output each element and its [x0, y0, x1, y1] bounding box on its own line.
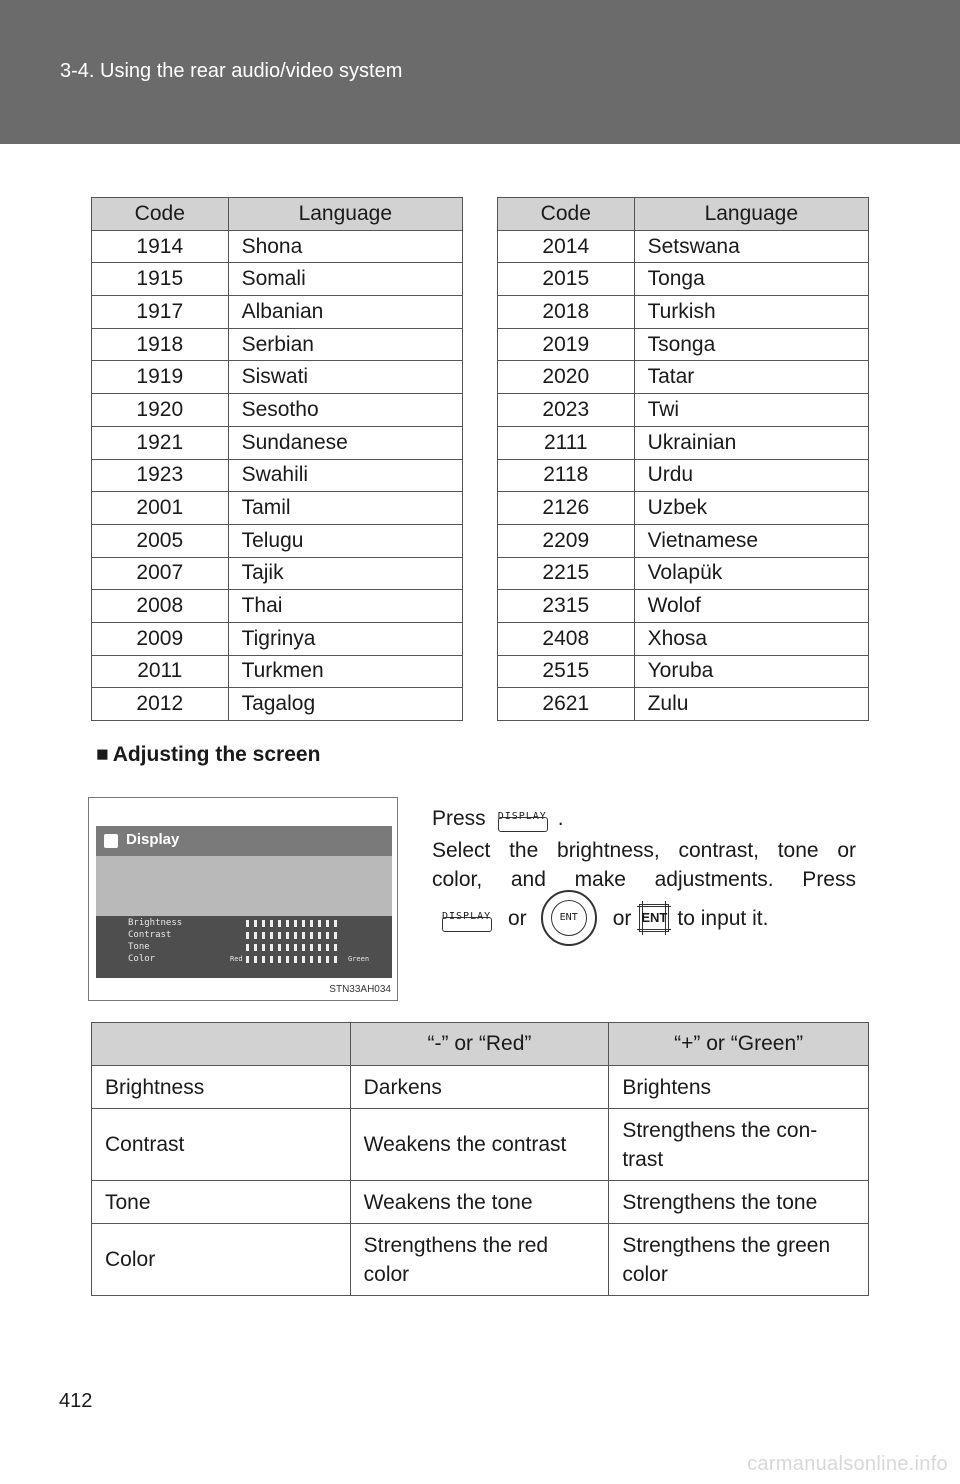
language-name: Tsonga	[634, 328, 868, 361]
table-row	[92, 1066, 869, 1109]
language-name: Urdu	[634, 459, 868, 492]
square-bullet-icon: ■	[96, 743, 109, 766]
language-code: 1919	[92, 361, 229, 394]
language-name: Vietnamese	[634, 524, 868, 557]
language-code: 2215	[498, 557, 635, 590]
table-header-row	[92, 198, 463, 231]
adjust-plus-effect: Brightens	[609, 1066, 869, 1109]
adjustment-table	[91, 1022, 869, 1296]
screen-row-color: Color	[128, 954, 156, 964]
table-row	[498, 688, 869, 721]
language-name: Tamil	[228, 492, 462, 525]
table-row	[498, 622, 869, 655]
screen-color-green: Green	[348, 955, 370, 963]
table-row	[498, 590, 869, 623]
language-code: 2014	[498, 230, 635, 263]
language-code: 1921	[92, 426, 229, 459]
language-code-table-right	[497, 197, 869, 721]
language-name: Setswana	[634, 230, 868, 263]
adjust-plus-effect: Strengthens the tone	[609, 1181, 869, 1224]
screen-row-contrast: Contrast	[128, 930, 172, 940]
table-row	[498, 557, 869, 590]
adjustment-header-plus: “+” or “Green”	[609, 1023, 869, 1066]
brightness-scale	[246, 920, 342, 927]
language-code: 1920	[92, 394, 229, 427]
language-name: Uzbek	[634, 492, 868, 525]
language-name: Albanian	[228, 296, 462, 329]
table-row	[92, 426, 463, 459]
language-header: Language	[634, 198, 868, 231]
adjust-setting: Contrast	[92, 1109, 351, 1181]
language-name: Xhosa	[634, 622, 868, 655]
language-code: 2007	[92, 557, 229, 590]
tone-scale	[246, 944, 342, 951]
language-name: Serbian	[228, 328, 462, 361]
language-code: 1923	[92, 459, 229, 492]
screen-row-brightness: Brightness	[128, 918, 183, 928]
language-code: 2111	[498, 426, 635, 459]
table-row	[498, 296, 869, 329]
table-row	[92, 590, 463, 623]
language-code: 1917	[92, 296, 229, 329]
adjust-minus-effect: Weakens the contrast	[350, 1109, 609, 1181]
language-name: Tatar	[634, 361, 868, 394]
screen-row-tone: Tone	[128, 942, 150, 952]
table-row	[92, 492, 463, 525]
language-name: Thai	[228, 590, 462, 623]
table-row	[92, 622, 463, 655]
section-title: 3-4. Using the rear audio/video system	[60, 60, 403, 82]
screen-title-bar	[96, 826, 392, 856]
language-code: 2011	[92, 655, 229, 688]
input-line	[432, 894, 856, 942]
language-code: 2005	[92, 524, 229, 557]
language-code-table-left	[91, 197, 463, 721]
ent-knob-icon: ENT	[541, 890, 597, 946]
language-code: 2408	[498, 622, 635, 655]
section-heading-text: Adjusting the screen	[112, 743, 321, 766]
section-heading	[96, 743, 320, 767]
adjust-minus-effect: Strengthens the red color	[350, 1224, 609, 1296]
table-row	[498, 655, 869, 688]
language-code: 2118	[498, 459, 635, 492]
language-code: 2015	[498, 263, 635, 296]
language-code: 2209	[498, 524, 635, 557]
adjust-plus-effect: Strengthens the con- trast	[609, 1109, 869, 1181]
language-name: Telugu	[228, 524, 462, 557]
table-row	[92, 459, 463, 492]
language-code: 2315	[498, 590, 635, 623]
period-text: .	[557, 806, 564, 830]
display-button-icon: DISPLAY	[496, 802, 552, 834]
table-row	[92, 263, 463, 296]
select-line-2: color, and make adjustments. Press	[432, 868, 856, 891]
select-line-1: Select the brightness, contrast, tone or	[432, 839, 856, 862]
adjustment-header-item	[92, 1023, 351, 1066]
display-screen-figure	[88, 797, 398, 1001]
watermark: carmanualsonline.info	[747, 1453, 948, 1475]
language-name: Swahili	[228, 459, 462, 492]
adjust-setting: Tone	[92, 1181, 351, 1224]
language-name: Sesotho	[228, 394, 462, 427]
table-row	[92, 394, 463, 427]
language-name: Tigrinya	[228, 622, 462, 655]
table-row	[92, 1181, 869, 1224]
language-name: Siswati	[228, 361, 462, 394]
table-row	[498, 459, 869, 492]
screen-color-red: Red	[230, 955, 243, 963]
table-row	[92, 557, 463, 590]
table-row	[498, 492, 869, 525]
language-name: Somali	[228, 263, 462, 296]
table-row	[92, 361, 463, 394]
language-code: 1915	[92, 263, 229, 296]
language-code: 1914	[92, 230, 229, 263]
adjust-setting: Brightness	[92, 1066, 351, 1109]
language-name: Turkish	[634, 296, 868, 329]
contrast-scale	[246, 932, 342, 939]
code-header: Code	[92, 198, 229, 231]
press-text: Press	[432, 806, 486, 830]
language-code: 2009	[92, 622, 229, 655]
adjust-plus-effect: Strengthens the green color	[609, 1224, 869, 1296]
language-code: 2621	[498, 688, 635, 721]
or-text: or	[612, 906, 632, 930]
adjust-setting: Color	[92, 1224, 351, 1296]
language-code: 2012	[92, 688, 229, 721]
ent-key-icon: ENT	[637, 901, 671, 935]
table-row	[498, 263, 869, 296]
language-code: 2008	[92, 590, 229, 623]
table-row	[92, 328, 463, 361]
table-row	[92, 688, 463, 721]
table-row	[92, 1109, 869, 1181]
language-header: Language	[228, 198, 462, 231]
table-row	[498, 394, 869, 427]
table-row	[92, 655, 463, 688]
table-row	[92, 1224, 869, 1296]
language-code: 2020	[498, 361, 635, 394]
table-header-row	[498, 198, 869, 231]
table-row	[498, 524, 869, 557]
table-row	[498, 426, 869, 459]
language-name: Wolof	[634, 590, 868, 623]
language-code: 2001	[92, 492, 229, 525]
table-row	[498, 361, 869, 394]
language-name: Ukrainian	[634, 426, 868, 459]
or-text: or	[508, 906, 527, 930]
adjust-minus-effect: Darkens	[350, 1066, 609, 1109]
language-name: Zulu	[634, 688, 868, 721]
display-menu-icon	[104, 834, 118, 848]
color-scale	[246, 956, 342, 963]
adjustment-header-row	[92, 1023, 869, 1066]
to-input-text: to input it.	[677, 906, 769, 930]
press-line	[432, 800, 856, 836]
table-row	[498, 230, 869, 263]
adjustment-header-minus: “-” or “Red”	[350, 1023, 609, 1066]
language-code: 2023	[498, 394, 635, 427]
language-code: 2515	[498, 655, 635, 688]
language-name: Tagalog	[228, 688, 462, 721]
display-button-icon: DISPLAY	[440, 902, 496, 934]
language-name: Tonga	[634, 263, 868, 296]
page-number: 412	[59, 1390, 93, 1412]
page-header	[0, 0, 960, 144]
language-name: Tajik	[228, 557, 462, 590]
table-row	[498, 328, 869, 361]
language-code: 2018	[498, 296, 635, 329]
figure-code: STN33AH034	[329, 984, 391, 995]
language-name: Sundanese	[228, 426, 462, 459]
language-name: Volapük	[634, 557, 868, 590]
screen-title: Display	[126, 831, 180, 848]
table-row	[92, 230, 463, 263]
display-screen	[96, 826, 392, 978]
language-code: 2126	[498, 492, 635, 525]
code-header: Code	[498, 198, 635, 231]
table-row	[92, 296, 463, 329]
language-code: 2019	[498, 328, 635, 361]
language-name: Twi	[634, 394, 868, 427]
table-row	[92, 524, 463, 557]
language-name: Shona	[228, 230, 462, 263]
language-name: Yoruba	[634, 655, 868, 688]
language-code: 1918	[92, 328, 229, 361]
adjust-minus-effect: Weakens the tone	[350, 1181, 609, 1224]
language-name: Turkmen	[228, 655, 462, 688]
instructions	[432, 800, 856, 942]
